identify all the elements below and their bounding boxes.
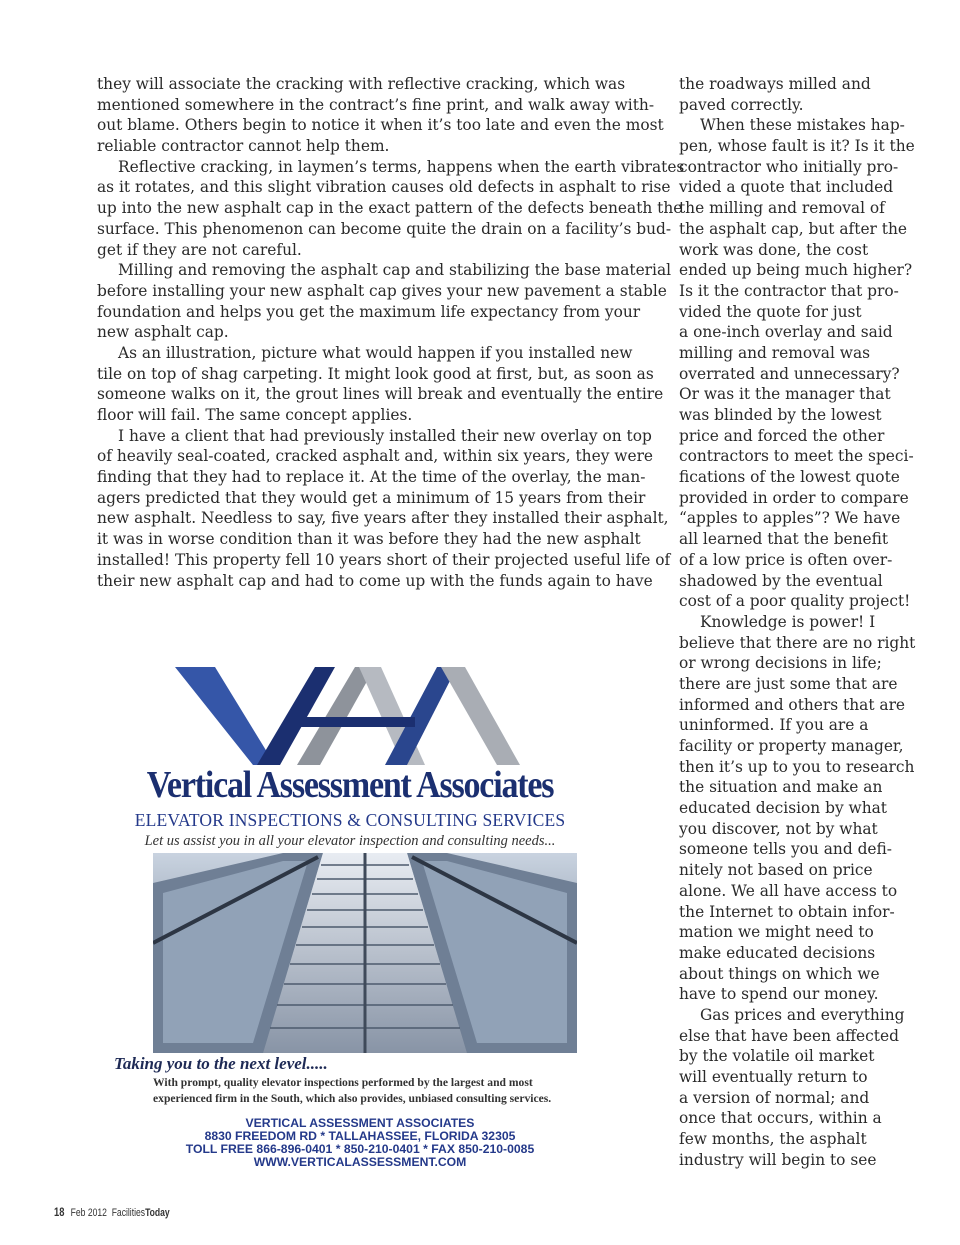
text-line: educated decision by what bbox=[679, 799, 887, 818]
company-name: Vertical Assessment Associates bbox=[146, 764, 554, 807]
text-line: out blame. Others begin to notice it when it’s too late and even the most bbox=[97, 116, 664, 135]
text-line: work was done, the cost bbox=[679, 240, 869, 259]
text-line: industry will begin to see bbox=[679, 1150, 877, 1169]
text-line: I have a client that had previously installed their new overlay on top bbox=[118, 426, 652, 445]
main-article-column bbox=[97, 74, 685, 591]
text-line: Or was it the manager that bbox=[679, 385, 891, 404]
text-line: vided the quote for just bbox=[679, 302, 862, 321]
ad-contact-block bbox=[110, 1117, 610, 1169]
company-tagline: ELEVATOR INSPECTIONS & CONSULTING SERVICES bbox=[134, 810, 566, 830]
text-line: vided a quote that included bbox=[679, 178, 894, 197]
text-line: up into the new asphalt cap in the exact pattern of the defects beneath the bbox=[97, 199, 683, 218]
text-line: nitely not based on price bbox=[679, 861, 873, 880]
text-line: Is it the contractor that pro- bbox=[679, 281, 899, 300]
text-line: as it rotates, and this slight vibration causes old defects in asphalt to rise bbox=[97, 178, 671, 197]
text-line: As an illustration, picture what would happen if you installed new bbox=[118, 343, 633, 362]
text-line: paved correctly. bbox=[679, 95, 804, 114]
text-line: else that have been affected bbox=[679, 1026, 899, 1045]
text-line: or wrong decisions in life; bbox=[679, 654, 882, 673]
company-subtitle: Let us assist you in all your elevator inspection and consulting needs... bbox=[144, 833, 556, 849]
text-line: of a low price is often over- bbox=[679, 550, 893, 569]
text-line: you discover, not by what bbox=[679, 819, 878, 838]
text-line: about things on which we bbox=[679, 964, 880, 983]
text-line: a one-inch overlay and said bbox=[679, 323, 893, 342]
text-line: overrated and unnecessary? bbox=[679, 364, 900, 383]
text-line: contractor who initially pro- bbox=[679, 157, 899, 176]
text-line: of heavily seal-coated, cracked asphalt and, within six years, they were bbox=[97, 447, 654, 466]
logo-crossbar bbox=[295, 717, 415, 727]
text-line: agers predicted that they would get a minimum of 15 years from their bbox=[97, 488, 646, 507]
magazine-name-bold: Today bbox=[145, 1207, 170, 1219]
contact-company: VERTICAL ASSESSMENT ASSOCIATES bbox=[245, 1116, 475, 1130]
text-line: cost of a poor quality project! bbox=[679, 592, 911, 611]
text-line: facility or property manager, bbox=[679, 737, 904, 755]
text-line: then it’s up to you to research bbox=[679, 757, 915, 776]
text-line: “apples to apples”? We have bbox=[679, 509, 901, 528]
issue-date: Feb 2012 bbox=[70, 1207, 107, 1219]
logo-a2-right-stroke bbox=[441, 667, 520, 765]
text-line: was blinded by the lowest bbox=[679, 406, 882, 424]
text-line: uninformed. If you are a bbox=[679, 716, 869, 735]
escalator-photo bbox=[153, 853, 577, 1053]
text-line: provided in order to compare bbox=[679, 488, 909, 507]
text-line: price and forced the other bbox=[679, 426, 885, 445]
text-line: foundation and helps you get the maximum life expectancy from your bbox=[97, 302, 641, 321]
text-line: new asphalt cap. bbox=[97, 323, 229, 342]
advertisement bbox=[110, 655, 610, 1175]
page-footer bbox=[54, 1205, 170, 1219]
text-line: reliable contractor cannot help them. bbox=[97, 137, 390, 156]
contact-address: 8830 FREEDOM RD * TALLAHASSEE, FLORIDA 32305 bbox=[204, 1129, 516, 1143]
ad-description: With prompt, quality elevator inspections performed by the largest and most experienced firm in the South, which also provides, unbiased consulting services. bbox=[153, 1076, 552, 1105]
text-line: have to spend our money. bbox=[679, 985, 879, 1004]
text-line: mentioned somewhere in the contract’s fine print, and walk away with- bbox=[97, 95, 655, 114]
ad-slogan: Taking you to the next level..... bbox=[114, 1054, 328, 1073]
text-line: make educated decisions bbox=[679, 943, 876, 962]
text-line: mation we might need to bbox=[679, 923, 874, 942]
contact-website: WWW.VERTICALASSESSMENT.COM bbox=[253, 1155, 467, 1169]
magazine-name-light: Facilities bbox=[111, 1207, 146, 1219]
text-line: before installing your new asphalt cap gives your new pavement a stable bbox=[97, 281, 667, 300]
text-line: Milling and removing the asphalt cap and stabilizing the base material bbox=[118, 261, 672, 280]
side-article-column bbox=[679, 74, 916, 1170]
text-line: informed and others that are bbox=[679, 695, 906, 714]
vaa-logo bbox=[175, 655, 520, 765]
text-line: finding that they had to replace it. At the time of the overlay, the man- bbox=[97, 468, 646, 487]
text-line: by the volatile oil market bbox=[679, 1047, 875, 1066]
text-line: alone. We all have access to bbox=[679, 881, 898, 900]
text-line: will eventually return to bbox=[679, 1068, 868, 1086]
text-line: the asphalt cap, but after the bbox=[679, 219, 908, 238]
text-line: it was in worse condition than it was before they had the new asphalt bbox=[97, 530, 641, 549]
text-line: they will associate the cracking with reflective cracking, which was bbox=[97, 75, 626, 93]
text-line: get if they are not careful. bbox=[97, 240, 302, 259]
text-line: Gas prices and everything bbox=[700, 1005, 905, 1024]
text-line: Knowledge is power! I bbox=[700, 612, 876, 631]
page-number: 18 bbox=[54, 1205, 65, 1219]
text-line: ended up being much higher? bbox=[679, 261, 913, 280]
text-line: once that occurs, within a bbox=[679, 1109, 882, 1128]
text-line: the Internet to obtain infor- bbox=[679, 902, 895, 921]
text-line: the milling and removal of bbox=[679, 199, 885, 218]
text-line: believe that there are no right bbox=[679, 633, 916, 652]
text-line: shadowed by the eventual bbox=[679, 571, 883, 590]
text-line: someone walks on it, the grout lines will break and eventually the entire bbox=[97, 385, 664, 404]
text-line: a version of normal; and bbox=[679, 1088, 870, 1107]
text-line: fications of the lowest quote bbox=[679, 468, 900, 487]
text-line: their new asphalt cap and had to come up with the funds again to have bbox=[97, 571, 653, 590]
text-line: milling and removal was bbox=[679, 343, 871, 362]
text-line: installed! This property fell 10 years short of their projected useful life of bbox=[97, 550, 671, 569]
text-line: new asphalt. Needless to say, five years after they installed their asphalt, bbox=[97, 509, 669, 528]
text-line: the roadways milled and bbox=[679, 75, 871, 93]
text-line: the situation and make an bbox=[679, 778, 883, 797]
text-line: tile on top of shag carpeting. It might look good at first, but, as soon as bbox=[97, 364, 654, 383]
contact-phone: TOLL FREE 866-896-0401 * 850-210-0401 * FAX 850-210-0085 bbox=[185, 1142, 535, 1156]
text-line: Reflective cracking, in laymen’s terms, happens when the earth vibrates bbox=[118, 157, 685, 176]
text-line: floor will fail. The same concept applies. bbox=[97, 406, 413, 424]
text-line: there are just some that are bbox=[679, 674, 898, 693]
text-line: When these mistakes hap- bbox=[700, 116, 905, 135]
text-line: few months, the asphalt bbox=[679, 1130, 867, 1149]
text-line: contractors to meet the speci- bbox=[679, 447, 914, 466]
text-line: surface. This phenomenon can become quite the drain on a facility’s bud- bbox=[97, 219, 672, 238]
logo-v-left-stroke bbox=[175, 667, 275, 765]
text-line: pen, whose fault is it? Is it the bbox=[679, 137, 915, 156]
text-line: all learned that the benefit bbox=[679, 530, 889, 549]
text-line: someone tells you and defi- bbox=[679, 840, 892, 859]
